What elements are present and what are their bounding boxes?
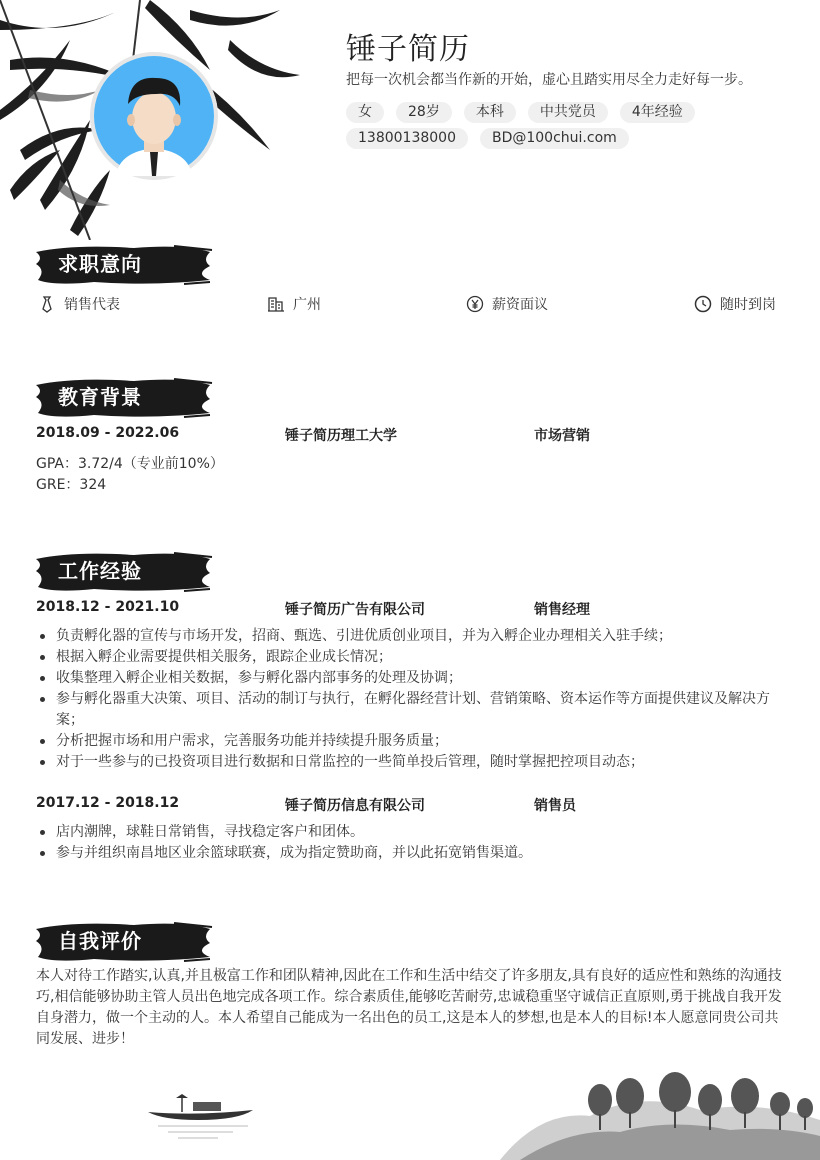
job1-period: 2018.12 - 2021.10	[36, 599, 180, 615]
job1-duties	[36, 626, 788, 773]
phone-tag: 13800138000	[346, 128, 468, 149]
list-item: 收集整理入孵企业相关数据，参与孵化器内部事务的处理及协调；	[36, 668, 788, 689]
motto: 把每一次机会都当作新的开始，虚心且踏实用尽全力走好每一步。	[346, 72, 752, 88]
yen-icon	[466, 295, 484, 313]
education-gre: GRE：324	[36, 477, 107, 493]
position-label: 销售代表	[64, 297, 120, 313]
tag-degree: 本科	[464, 102, 516, 123]
tag-experience: 4年经验	[620, 102, 695, 123]
tag-gender: 女	[346, 102, 384, 123]
education-gpa: GPA：3.72/4（专业前10%）	[36, 456, 224, 472]
intent-city	[267, 294, 321, 314]
salary-label: 薪资面议	[492, 297, 548, 313]
availability-label: 随时到岗	[720, 297, 776, 313]
resume-name: 锤子简历	[346, 32, 470, 67]
tag-age: 28岁	[396, 102, 452, 123]
list-item: 负责孵化器的宣传与市场开发，招商、甄选、引进优质创业项目，并为入孵企业办理相关入驻手续；	[36, 626, 788, 647]
self-evaluation-text: 本人对待工作踏实,认真,并且极富工作和团队精神,因此在工作和生活中结交了许多朋友,具有良好的适应性和熟练的沟通技巧,相信能够协助主管人员出色地完成各项工作。综合素质佳,能够吃苦耐劳,忠诚稳重坚守诚信正直原则,勇于挑战自我开发自身潜力，做一个主动的人。本人希望自己能成为一名出色的员工,这是本人的梦想,也是本人的目标!本人愿意同贵公司共同发展、进步！	[36, 968, 782, 1047]
city-label: 广州	[293, 297, 321, 313]
education-period: 2018.09 - 2022.06	[36, 425, 180, 441]
education-school: 锤子简历理工大学	[285, 428, 397, 444]
boat-decoration	[138, 1092, 268, 1152]
job2-duties	[36, 822, 788, 864]
job2-period: 2017.12 - 2018.12	[36, 795, 180, 811]
section-title: 自我评价	[58, 929, 142, 953]
section-heading-work	[34, 547, 214, 595]
job2-company: 锤子简历信息有限公司	[285, 798, 425, 814]
tag-party: 中共党员	[528, 102, 608, 123]
section-heading-self	[34, 917, 214, 965]
person-avatar-icon	[94, 56, 214, 176]
section-title: 工作经验	[58, 559, 142, 583]
landscape-decoration	[500, 1070, 820, 1160]
section-title: 求职意向	[58, 252, 142, 276]
avatar	[90, 52, 218, 180]
list-item: 参与孵化器重大决策、项目、活动的制订与执行，在孵化器经营计划、营销策略、资本运作等方面提供建议及解决方案；	[36, 689, 788, 731]
intent-availability	[694, 294, 776, 314]
email-tag: BD@100chui.com	[480, 128, 629, 149]
building-icon	[267, 295, 285, 313]
list-item: 分析把握市场和用户需求，完善服务功能并持续提升服务质量；	[36, 731, 788, 752]
section-heading-intention	[34, 240, 214, 288]
clock-icon	[694, 295, 712, 313]
intent-salary	[466, 294, 548, 314]
list-item: 根据入孵企业需要提供相关服务，跟踪企业成长情况；	[36, 647, 788, 668]
personal-tags	[346, 102, 695, 123]
section-title: 教育背景	[58, 385, 142, 409]
education-major: 市场营销	[534, 428, 590, 444]
job1-title: 销售经理	[534, 602, 590, 618]
list-item: 对于一些参与的已投资项目进行数据和日常监控的一些简单投后管理，随时掌握把控项目动态；	[36, 752, 788, 773]
job1-company: 锤子简历广告有限公司	[285, 602, 425, 618]
list-item: 参与并组织南昌地区业余篮球联赛，成为指定赞助商，并以此拓宽销售渠道。	[36, 843, 788, 864]
list-item: 店内潮牌，球鞋日常销售，寻找稳定客户和团体。	[36, 822, 788, 843]
contact-tags	[346, 128, 629, 149]
tie-icon	[38, 295, 56, 313]
job2-title: 销售员	[534, 798, 576, 814]
section-heading-education	[34, 373, 214, 421]
intent-position	[38, 294, 120, 314]
